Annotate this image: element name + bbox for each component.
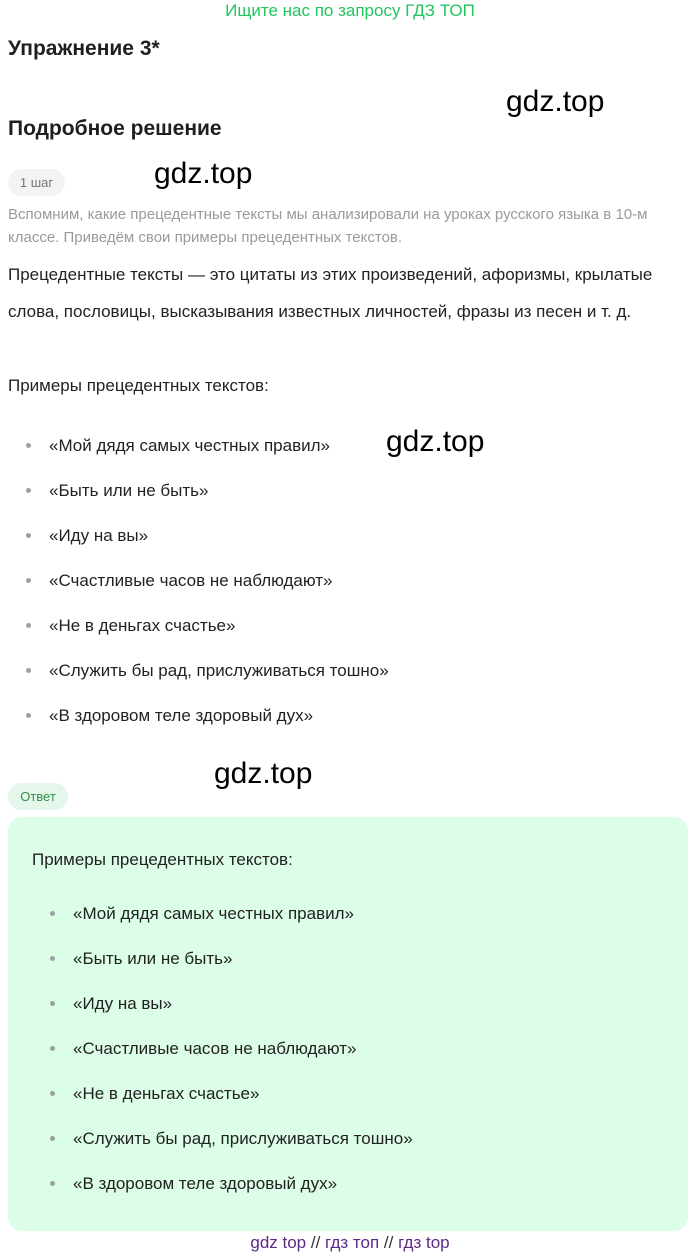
solution-heading: Подробное решение — [8, 117, 222, 140]
quote-text: «В здоровом теле здоровый дух» — [73, 1174, 338, 1193]
watermark: gdz.top — [214, 757, 313, 790]
bullet-icon — [50, 911, 55, 916]
bullet-icon — [50, 1091, 55, 1096]
answer-label: Примеры прецедентных текстов: — [32, 850, 293, 869]
bullet-icon — [26, 623, 31, 628]
explanation-text: Прецедентные тексты — это цитаты из этих произведений, афоризмы, крылатые слова, пословицы, высказывания известных личностей, фразы из песен и т. д. — [8, 265, 653, 321]
footer-link[interactable]: гдз топ — [325, 1233, 380, 1252]
quote-text: «Счастливые часов не наблюдают» — [49, 571, 333, 590]
bullet-icon — [26, 578, 31, 583]
bullet-icon — [50, 1046, 55, 1051]
quote-text: «Быть или не быть» — [73, 949, 233, 968]
bullet-icon — [26, 488, 31, 493]
watermark: gdz.top — [386, 425, 485, 458]
quote-text: «Служить бы рад, прислуживаться тошно» — [73, 1129, 413, 1148]
watermark: gdz.top — [154, 157, 253, 190]
examples-label: Примеры прецедентных текстов: — [8, 376, 269, 395]
bullet-icon — [26, 668, 31, 673]
bullet-icon — [50, 1136, 55, 1141]
exercise-title: Упражнение 3* — [8, 37, 160, 60]
quote-text: «Счастливые часов не наблюдают» — [73, 1039, 357, 1058]
quote-text: «Иду на вы» — [73, 994, 173, 1013]
bullet-icon — [50, 1001, 55, 1006]
step-hint: Вспомним, какие прецедентные тексты мы анализировали на уроках русского языка в 10-м классе. Приведём свои примеры прецедентных текстов. — [8, 206, 648, 246]
footer-separator: // — [383, 1233, 394, 1252]
bullet-icon — [50, 1181, 55, 1186]
answer-badge: Ответ — [8, 783, 68, 810]
quote-text: «Не в деньгах счастье» — [73, 1084, 260, 1103]
quote-text: «Мой дядя самых честных правил» — [49, 436, 330, 455]
bullet-icon — [26, 713, 31, 718]
quote-text: «Иду на вы» — [49, 526, 149, 545]
quote-text: «Не в деньгах счастье» — [49, 616, 236, 635]
quote-text: «Служить бы рад, прислуживаться тошно» — [49, 661, 389, 680]
quote-text: «В здоровом теле здоровый дух» — [49, 706, 314, 725]
quote-text: «Быть или не быть» — [49, 481, 209, 500]
footer-separator: // — [310, 1233, 321, 1252]
quote-text: «Мой дядя самых честных правил» — [73, 904, 354, 923]
answer-box — [8, 817, 688, 1231]
step-badge: 1 шаг — [8, 169, 65, 196]
footer-links — [0, 1233, 700, 1253]
footer-link[interactable]: gdz top — [250, 1233, 307, 1252]
search-banner: Ищите нас по запросу ГДЗ ТОП — [225, 1, 475, 20]
bullet-icon — [50, 956, 55, 961]
bullet-icon — [26, 443, 31, 448]
watermark: gdz.top — [506, 85, 605, 118]
bullet-icon — [26, 533, 31, 538]
footer-link[interactable]: гдз top — [398, 1233, 450, 1252]
